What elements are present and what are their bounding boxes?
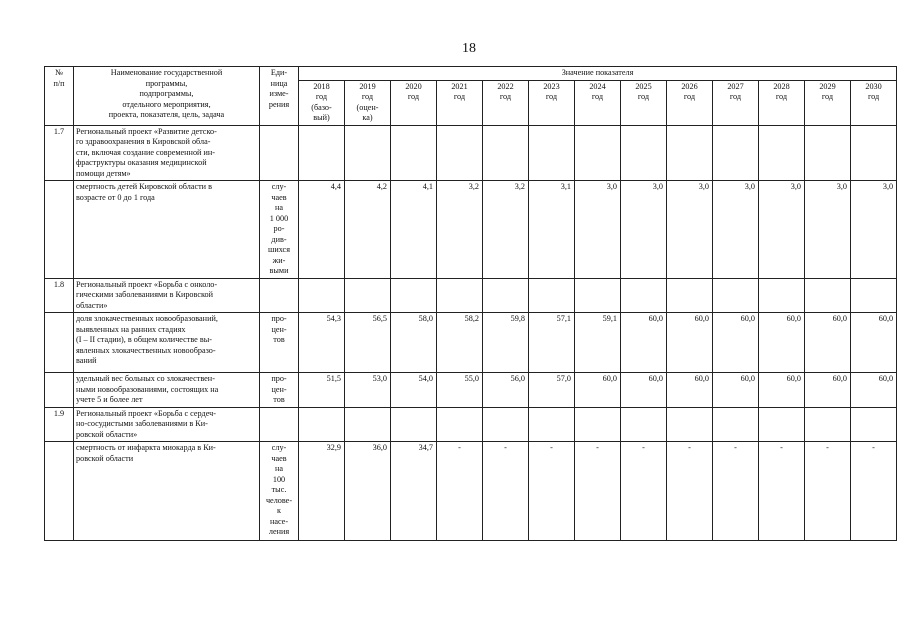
row-value: 59,8 [483, 313, 529, 373]
row-value: 3,0 [667, 181, 713, 279]
row-name: Региональный проект «Борьба с онколо- гическими заболеваниями в Кировской области» [74, 278, 260, 313]
row-value: 4,4 [299, 181, 345, 279]
header-year: 2026 год [667, 80, 713, 125]
header-year: 2024 год [575, 80, 621, 125]
row-value: - [621, 442, 667, 541]
row-value: 60,0 [667, 373, 713, 408]
header-year: 2023 год [529, 80, 575, 125]
row-value: 34,7 [391, 442, 437, 541]
row-value: 60,0 [759, 313, 805, 373]
row-value: 60,0 [713, 373, 759, 408]
row-value: 56,0 [483, 373, 529, 408]
row-value [851, 125, 897, 181]
row-value: 57,1 [529, 313, 575, 373]
row-value: 4,1 [391, 181, 437, 279]
row-value [529, 125, 575, 181]
row-value: 53,0 [345, 373, 391, 408]
header-year: 2027 год [713, 80, 759, 125]
row-value [575, 278, 621, 313]
header-year: 2018 год (базо- вый) [299, 80, 345, 125]
row-number [45, 373, 74, 408]
row-value: 60,0 [713, 313, 759, 373]
row-value [667, 125, 713, 181]
row-value [575, 407, 621, 442]
row-value: - [483, 442, 529, 541]
table-row [45, 181, 897, 279]
header-year: 2029 год [805, 80, 851, 125]
row-value [805, 278, 851, 313]
row-value [805, 125, 851, 181]
table-row [45, 278, 897, 313]
row-value: 56,5 [345, 313, 391, 373]
row-value [437, 125, 483, 181]
row-name: Региональный проект «Развитие детско- го здравоохранения в Кировской обла- сти, включая создание современной ин- фраструктуры оказания медицинской помощи детям» [74, 125, 260, 181]
row-number: 1.9 [45, 407, 74, 442]
row-unit [260, 407, 299, 442]
row-unit: про- цен- тов [260, 373, 299, 408]
row-value: 3,0 [575, 181, 621, 279]
row-value [345, 125, 391, 181]
row-value: 3,0 [759, 181, 805, 279]
row-value: 60,0 [805, 313, 851, 373]
row-value [575, 125, 621, 181]
row-value: 3,0 [621, 181, 667, 279]
row-value: 3,2 [437, 181, 483, 279]
row-name: Региональный проект «Борьба с сердеч- но-сосудистыми заболеваниями в Ки- ровской области» [74, 407, 260, 442]
row-number [45, 313, 74, 373]
row-value: 54,0 [391, 373, 437, 408]
row-value: 60,0 [805, 373, 851, 408]
row-value: - [759, 442, 805, 541]
row-number [45, 442, 74, 541]
header-year: 2025 год [621, 80, 667, 125]
row-value [483, 278, 529, 313]
row-value: 60,0 [759, 373, 805, 408]
row-value [391, 125, 437, 181]
row-value: 60,0 [621, 313, 667, 373]
row-value [345, 278, 391, 313]
row-value: 58,2 [437, 313, 483, 373]
row-number [45, 181, 74, 279]
page-number: 18 [462, 41, 476, 56]
row-value: 60,0 [851, 313, 897, 373]
row-value: 59,1 [575, 313, 621, 373]
row-value: 3,0 [805, 181, 851, 279]
row-value [713, 125, 759, 181]
row-name: смертность детей Кировской области в возрасте от 0 до 1 года [74, 181, 260, 279]
row-value: 57,0 [529, 373, 575, 408]
row-value [713, 278, 759, 313]
row-value [759, 407, 805, 442]
row-unit: слу- чаев на 1 000 ро- див- шихся жи- выми [260, 181, 299, 279]
row-value: 3,2 [483, 181, 529, 279]
row-value: - [667, 442, 713, 541]
row-value: - [851, 442, 897, 541]
row-value: 36,0 [345, 442, 391, 541]
row-unit: слу- чаев на 100 тыс. челове- к насе- ления [260, 442, 299, 541]
table-row [45, 407, 897, 442]
header-indicator-group: Значение показателя [299, 67, 897, 81]
row-value: 55,0 [437, 373, 483, 408]
row-value [391, 278, 437, 313]
row-value: - [437, 442, 483, 541]
row-value [299, 407, 345, 442]
row-value: 32,9 [299, 442, 345, 541]
row-value [713, 407, 759, 442]
row-value [759, 125, 805, 181]
row-value: 3,1 [529, 181, 575, 279]
header-row [45, 67, 897, 81]
row-value: 60,0 [667, 313, 713, 373]
row-unit [260, 278, 299, 313]
row-value: - [805, 442, 851, 541]
row-value [299, 278, 345, 313]
row-value [621, 125, 667, 181]
row-value [621, 278, 667, 313]
row-value [621, 407, 667, 442]
row-unit [260, 125, 299, 181]
table-row [45, 125, 897, 181]
row-value [667, 278, 713, 313]
row-value [529, 407, 575, 442]
row-value [667, 407, 713, 442]
header-name: Наименование государственной программы, подпрограммы, отдельного мероприятия, проекта, показателя, цель, задача [74, 67, 260, 126]
header-unit: Еди- ница изме- рения [260, 67, 299, 126]
table-row [45, 313, 897, 373]
row-value [851, 278, 897, 313]
table-row [45, 373, 897, 408]
header-year: 2021 год [437, 80, 483, 125]
header-year: 2030 год [851, 80, 897, 125]
row-value: 60,0 [621, 373, 667, 408]
row-value: - [529, 442, 575, 541]
row-value [299, 125, 345, 181]
header-year: 2020 год [391, 80, 437, 125]
row-value: 51,5 [299, 373, 345, 408]
header-num: № п/п [45, 67, 74, 126]
row-value: 60,0 [851, 373, 897, 408]
row-value [437, 278, 483, 313]
indicator-table [44, 66, 897, 541]
row-value [437, 407, 483, 442]
row-name: удельный вес больных со злокачествен- ными новообразованиями, состоящих на учете 5 и более лет [74, 373, 260, 408]
table-row [45, 442, 897, 541]
row-name: доля злокачественных новообразований, выявленных на ранних стадиях (I – II стадии), в общем количестве вы- явленных злокачественных новообразо- ваний [74, 313, 260, 373]
header-year: 2019 год (оцен- ка) [345, 80, 391, 125]
row-value [805, 407, 851, 442]
row-unit: про- цен- тов [260, 313, 299, 373]
row-value: - [575, 442, 621, 541]
row-value [851, 407, 897, 442]
row-value: 3,0 [851, 181, 897, 279]
row-value [483, 125, 529, 181]
row-number: 1.7 [45, 125, 74, 181]
row-value [759, 278, 805, 313]
header-year: 2022 год [483, 80, 529, 125]
row-number: 1.8 [45, 278, 74, 313]
row-value: - [713, 442, 759, 541]
row-value [483, 407, 529, 442]
row-value: 54,3 [299, 313, 345, 373]
row-value [391, 407, 437, 442]
header-year: 2028 год [759, 80, 805, 125]
row-value: 60,0 [575, 373, 621, 408]
row-value: 4,2 [345, 181, 391, 279]
row-value: 3,0 [713, 181, 759, 279]
row-value [345, 407, 391, 442]
row-value: 58,0 [391, 313, 437, 373]
row-value [529, 278, 575, 313]
row-name: смертность от инфаркта миокарда в Ки- ровской области [74, 442, 260, 541]
